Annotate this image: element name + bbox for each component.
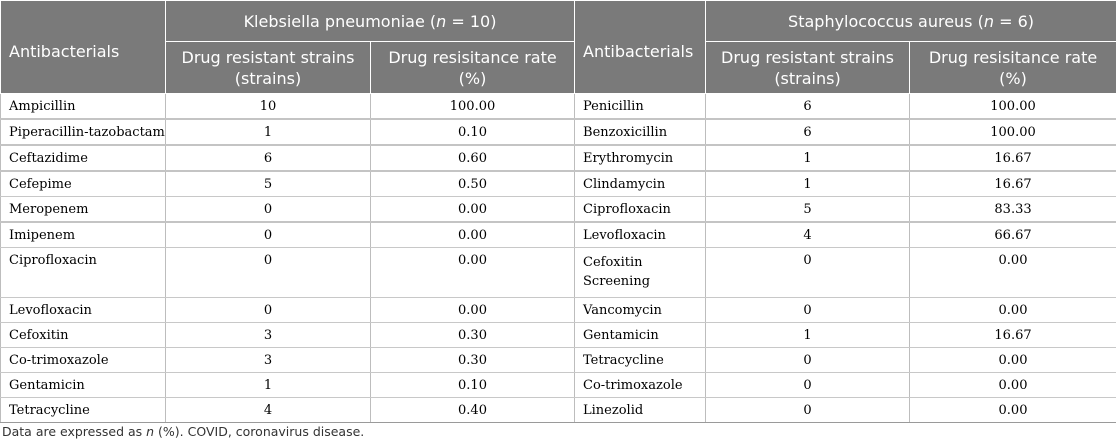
table-row (1, 398, 1116, 423)
kp-drug-cell: Cefepime (1, 171, 166, 197)
sa-drug-cell: Clindamycin (575, 171, 706, 197)
kp-drug-cell: Cefoxitin (1, 323, 166, 348)
sa-drug-cell: Gentamicin (575, 323, 706, 348)
sa-rate-cell: 16.67 (910, 171, 1116, 197)
footnote-prefix: Data are expressed as (2, 424, 147, 439)
kp-strains-cell: 0 (166, 298, 371, 323)
header-group-klebsiella-name: Klebsiella pneumoniae ( (243, 11, 437, 31)
sa-rate-cell: 0.00 (910, 298, 1116, 323)
header-group-staphylococcus-count: = 6) (993, 11, 1034, 31)
kp-strains-cell: 10 (166, 94, 371, 120)
kp-rate-cell: 0.00 (371, 298, 575, 323)
sa-strains-cell: 0 (706, 248, 910, 298)
header-group-staphylococcus-name: Staphylococcus aureus ( (788, 11, 984, 31)
header-group-staphylococcus (706, 1, 1116, 42)
kp-strains-cell: 5 (166, 171, 371, 197)
kp-strains-cell: 0 (166, 248, 371, 298)
kp-rate-cell: 0.10 (371, 119, 575, 145)
table-row (1, 248, 1116, 298)
sa-rate-cell: 0.00 (910, 348, 1116, 373)
sa-rate-cell: 83.33 (910, 197, 1116, 223)
kp-strains-cell: 0 (166, 197, 371, 223)
table-row (1, 222, 1116, 248)
kp-strains-cell: 3 (166, 348, 371, 373)
kp-strains-cell: 1 (166, 119, 371, 145)
sa-rate-cell: 100.00 (910, 94, 1116, 120)
header-strains-right: Drug resistant strains (strains) (706, 42, 910, 94)
sa-rate-cell: 0.00 (910, 398, 1116, 423)
kp-drug-cell: Tetracycline (1, 398, 166, 423)
sa-drug-cell: Linezolid (575, 398, 706, 423)
sa-rate-cell: 0.00 (910, 373, 1116, 398)
kp-drug-cell: Piperacillin-tazobactam (1, 119, 166, 145)
sa-drug-cell: Tetracycline (575, 348, 706, 373)
footnote-n: n (146, 424, 155, 439)
table-row (1, 171, 1116, 197)
table-row (1, 373, 1116, 398)
sa-strains-cell: 1 (706, 145, 910, 171)
kp-rate-cell: 0.00 (371, 197, 575, 223)
table-row (1, 323, 1116, 348)
kp-drug-cell: Gentamicin (1, 373, 166, 398)
kp-rate-cell: 0.00 (371, 248, 575, 298)
kp-strains-cell: 0 (166, 222, 371, 248)
header-group-klebsiella (166, 1, 575, 42)
sa-strains-cell: 1 (706, 323, 910, 348)
sa-strains-cell: 0 (706, 373, 910, 398)
sa-strains-cell: 0 (706, 398, 910, 423)
sa-strains-cell: 5 (706, 197, 910, 223)
sa-drug-cell: Vancomycin (575, 298, 706, 323)
sa-rate-cell: 16.67 (910, 323, 1116, 348)
sa-drug-cell: Cefoxitin Screening (575, 248, 706, 298)
header-group-klebsiella-n: n (436, 11, 447, 31)
header-rate-left: Drug resisitance rate (%) (371, 42, 575, 94)
sa-strains-cell: 6 (706, 94, 910, 120)
header-rate-right: Drug resisitance rate (%) (910, 42, 1116, 94)
sa-drug-cell: Penicillin (575, 94, 706, 120)
kp-rate-cell: 0.00 (371, 222, 575, 248)
table-footnote (2, 424, 364, 439)
kp-rate-cell: 0.30 (371, 323, 575, 348)
kp-rate-cell: 0.50 (371, 171, 575, 197)
kp-rate-cell: 0.40 (371, 398, 575, 423)
header-antibacterials-left: Antibacterials (1, 1, 166, 94)
sa-rate-cell: 100.00 (910, 119, 1116, 145)
table-row (1, 145, 1116, 171)
table-row (1, 348, 1116, 373)
sa-drug-cell: Erythromycin (575, 145, 706, 171)
kp-rate-cell: 100.00 (371, 94, 575, 120)
header-strains-left: Drug resistant strains (strains) (166, 42, 371, 94)
kp-strains-cell: 3 (166, 323, 371, 348)
kp-drug-cell: Ciprofloxacin (1, 248, 166, 298)
table-row (1, 119, 1116, 145)
sa-strains-cell: 6 (706, 119, 910, 145)
header-group-klebsiella-count: = 10) (446, 11, 497, 31)
kp-strains-cell: 6 (166, 145, 371, 171)
kp-drug-cell: Ampicillin (1, 94, 166, 120)
header-antibacterials-right: Antibacterials (575, 1, 706, 94)
sa-strains-cell: 0 (706, 348, 910, 373)
sa-drug-cell: Benzoxicillin (575, 119, 706, 145)
kp-rate-cell: 0.30 (371, 348, 575, 373)
kp-drug-cell: Ceftazidime (1, 145, 166, 171)
kp-drug-cell: Co-trimoxazole (1, 348, 166, 373)
sa-drug-cell: Ciprofloxacin (575, 197, 706, 223)
sa-rate-cell: 66.67 (910, 222, 1116, 248)
sa-strains-cell: 4 (706, 222, 910, 248)
kp-drug-cell: Meropenem (1, 197, 166, 223)
kp-strains-cell: 1 (166, 373, 371, 398)
kp-strains-cell: 4 (166, 398, 371, 423)
kp-rate-cell: 0.60 (371, 145, 575, 171)
sa-rate-cell: 0.00 (910, 248, 1116, 298)
sa-drug-cell: Levofloxacin (575, 222, 706, 248)
table-row (1, 298, 1116, 323)
sa-strains-cell: 1 (706, 171, 910, 197)
table-row (1, 197, 1116, 223)
kp-drug-cell: Imipenem (1, 222, 166, 248)
kp-rate-cell: 0.10 (371, 373, 575, 398)
sa-drug-cell: Co-trimoxazole (575, 373, 706, 398)
sa-strains-cell: 0 (706, 298, 910, 323)
footnote-suffix: (%). COVID, coronavirus disease. (154, 424, 365, 439)
kp-drug-cell: Levofloxacin (1, 298, 166, 323)
header-group-staphylococcus-n: n (983, 11, 994, 31)
table-row (1, 94, 1116, 120)
sa-rate-cell: 16.67 (910, 145, 1116, 171)
